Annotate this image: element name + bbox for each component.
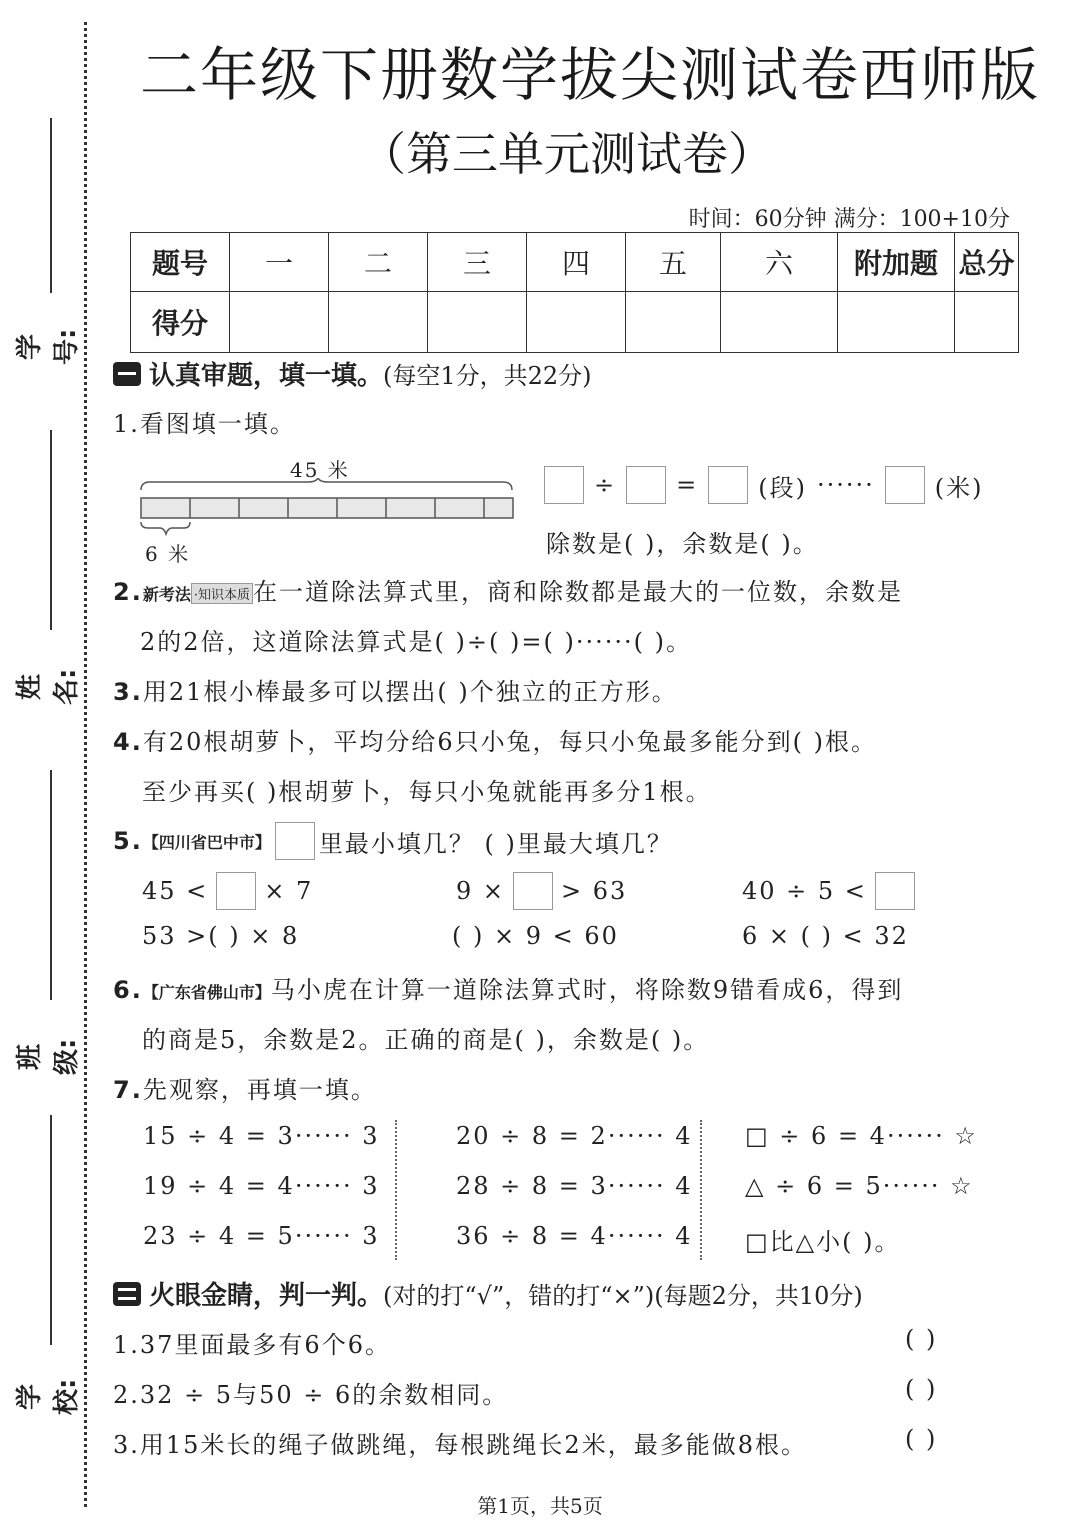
section2-title: 火眼金睛，判一判。 (149, 1281, 384, 1311)
q1-line2: 除数是( )，余数是( )。 (546, 530, 819, 558)
q5-r2c3: 6 × ( ) < 32 (742, 922, 909, 950)
class-label: 班级: (15, 1038, 82, 1075)
q3-number: 3. (113, 678, 143, 706)
score-cell[interactable] (838, 292, 955, 353)
q5-r1c3-box[interactable] (875, 872, 915, 910)
score-header-cell: 题号 (131, 233, 230, 292)
judge-item-1: 1.37里面最多有6个6。 (113, 1331, 391, 1359)
q2-number: 2. (113, 578, 143, 606)
q1-bar (141, 498, 513, 518)
score-table-score-row (131, 292, 1019, 353)
judge-item-3: 3.用15米长的绳子做跳绳，每根跳绳长2米，最多能做8根。 (113, 1431, 807, 1459)
q1-equation (544, 466, 983, 504)
q6-text1: 马小虎在计算一道除法算式时，将除数9错看成6，得到 (270, 976, 904, 1004)
score-header-cell: 附加题 (838, 233, 955, 292)
q5-r1c3-left: 40 ÷ 5 < (742, 877, 867, 905)
q1-div-sign: ÷ (594, 471, 617, 499)
q2-line1 (113, 572, 903, 607)
q7-col1-row: 23 ÷ 4 = 5······ 3 (143, 1222, 380, 1250)
q5-r1c1-right: × 7 (264, 877, 314, 905)
q1-dots: ······ (816, 471, 875, 499)
q5-r1c1-box[interactable] (216, 872, 256, 910)
q7-col3-row: □ ÷ 6 = 4······ ☆ (745, 1122, 978, 1150)
class-line (50, 770, 52, 1000)
q1-answer-box[interactable] (544, 466, 584, 504)
q7-col1-row: 19 ÷ 4 = 4······ 3 (143, 1172, 380, 1200)
q5-r1c1-left: 45 < (142, 877, 209, 905)
q7-col1-row: 15 ÷ 4 = 3······ 3 (143, 1122, 380, 1150)
q5-line (113, 822, 673, 860)
section1-header (113, 355, 592, 392)
q1-seg-label: 6 米 (145, 542, 191, 566)
q7-col2-row: 20 ÷ 8 = 2······ 4 (456, 1122, 693, 1150)
score-cell[interactable] (527, 292, 626, 353)
score-table (130, 232, 1019, 353)
q2-tag-new: 新考法 (142, 585, 191, 604)
school-line (50, 1115, 52, 1345)
score-header-cell: 三 (428, 233, 527, 292)
section2-header (113, 1275, 863, 1312)
score-cell[interactable] (329, 292, 428, 353)
q1-total-brace (141, 478, 512, 490)
q6-line2: 的商是5，余数是2。正确的商是( )，余数是( )。 (142, 1026, 710, 1054)
q7-divider (700, 1120, 702, 1260)
name-label: 姓名: (15, 668, 82, 705)
q5-r1c2-left: 9 × (456, 877, 506, 905)
q4-text1: 有20根胡萝卜，平均分给6只小兔，每只小兔最多能分到( )根。 (142, 728, 877, 756)
judge-paren-1[interactable]: ( ) (905, 1325, 938, 1353)
q5-box-sample (275, 822, 315, 860)
section1-title: 认真审题，填一填。 (149, 361, 384, 391)
q7-number: 7. (113, 1076, 143, 1104)
score-table-header-row (131, 233, 1019, 292)
score-cell[interactable] (955, 292, 1019, 353)
q5-r1c3 (742, 872, 915, 910)
q5-r2c2: ( ) × 9 < 60 (452, 922, 619, 950)
q4-line2: 至少再买( )根胡萝卜，每只小兔就能再多分1根。 (142, 778, 712, 806)
q1-total-label: 45 米 (290, 458, 350, 482)
q7-text: 先观察，再填一填。 (142, 1076, 377, 1104)
q1-answer-box[interactable] (708, 466, 748, 504)
q5-r1c1 (142, 872, 313, 910)
page-subtitle: （第三单元测试卷） (360, 127, 774, 181)
q4-line1 (113, 722, 877, 757)
score-header-cell: 五 (626, 233, 721, 292)
page-footer: 第1页，共5页 (477, 1494, 603, 1518)
q5-text: 里最小填几？ ( )里最大填几？ (318, 829, 673, 858)
score-cell[interactable] (721, 292, 838, 353)
q6-tag: 【广东省佛山市】 (142, 983, 271, 1002)
q3-text: 用21根小棒最多可以摆出( )个独立的正方形。 (142, 678, 678, 706)
time-info: 时间：60分钟 满分：100+10分 (688, 207, 1010, 232)
section1-note: (每空1分，共22分) (383, 362, 592, 390)
q5-r1c2-box[interactable] (513, 872, 553, 910)
q5-r1c2-right: > 63 (561, 877, 628, 905)
q1-seg-brace (141, 522, 190, 534)
score-cell[interactable] (428, 292, 527, 353)
q2-tag-essence: ·知识本质 (191, 583, 253, 604)
q7-line (113, 1070, 377, 1105)
q1-mi-label: (米) (934, 473, 984, 502)
section2-badge-icon (113, 1282, 141, 1306)
score-cell[interactable] (230, 292, 329, 353)
q1-eq-sign: = (676, 471, 699, 499)
section2-note: (对的打“√”，错的打“×”)(每题2分，共10分) (383, 1282, 863, 1310)
q5-r1c2 (456, 872, 627, 910)
page-title: 二年级下册数学拔尖测试卷西师版 (140, 41, 1041, 109)
q5-number: 5. (113, 827, 143, 855)
student-id-line (50, 118, 52, 293)
q4-number: 4. (113, 728, 143, 756)
q5-tag: 【四川省巴中市】 (142, 832, 271, 852)
score-row-label: 得分 (131, 292, 230, 353)
binding-dotted-line (84, 22, 87, 1507)
q3-line (113, 672, 678, 707)
q1-segment-diagram (138, 478, 518, 538)
q7-divider (395, 1120, 397, 1260)
q6-line1 (113, 970, 903, 1005)
score-header-cell: 一 (230, 233, 329, 292)
q2-text1: 在一道除法算式里，商和除数都是最大的一位数，余数是 (252, 578, 903, 606)
q7-col2-row: 36 ÷ 8 = 4······ 4 (456, 1222, 693, 1250)
score-header-cell: 二 (329, 233, 428, 292)
judge-paren-3[interactable]: ( ) (905, 1425, 938, 1453)
name-line (50, 430, 52, 630)
q5-r2c1: 53 >( ) × 8 (142, 922, 300, 950)
student-id-label: 学号: (15, 328, 82, 365)
q1-answer-box[interactable] (626, 466, 666, 504)
score-header-cell: 总分 (955, 233, 1019, 292)
section1-badge-icon (113, 362, 141, 386)
school-label: 学校: (15, 1378, 82, 1415)
q1-answer-box[interactable] (885, 466, 925, 504)
q2-line2: 2的2倍，这道除法算式是( )÷( )=( )······( )。 (140, 628, 692, 656)
q7-col3-row: □比△小( )。 (745, 1228, 901, 1256)
q7-col3-row: △ ÷ 6 = 5······ ☆ (745, 1172, 974, 1200)
judge-paren-2[interactable]: ( ) (905, 1375, 938, 1403)
q6-number: 6. (113, 976, 143, 1004)
q1-text: 1.看图填一填。 (113, 410, 296, 438)
judge-item-2: 2.32 ÷ 5与50 ÷ 6的余数相同。 (113, 1381, 509, 1409)
score-header-cell: 四 (527, 233, 626, 292)
q7-col2-row: 28 ÷ 8 = 3······ 4 (456, 1172, 693, 1200)
q1-duan-label: (段) (758, 473, 807, 502)
score-cell[interactable] (626, 292, 721, 353)
score-header-cell: 六 (721, 233, 838, 292)
